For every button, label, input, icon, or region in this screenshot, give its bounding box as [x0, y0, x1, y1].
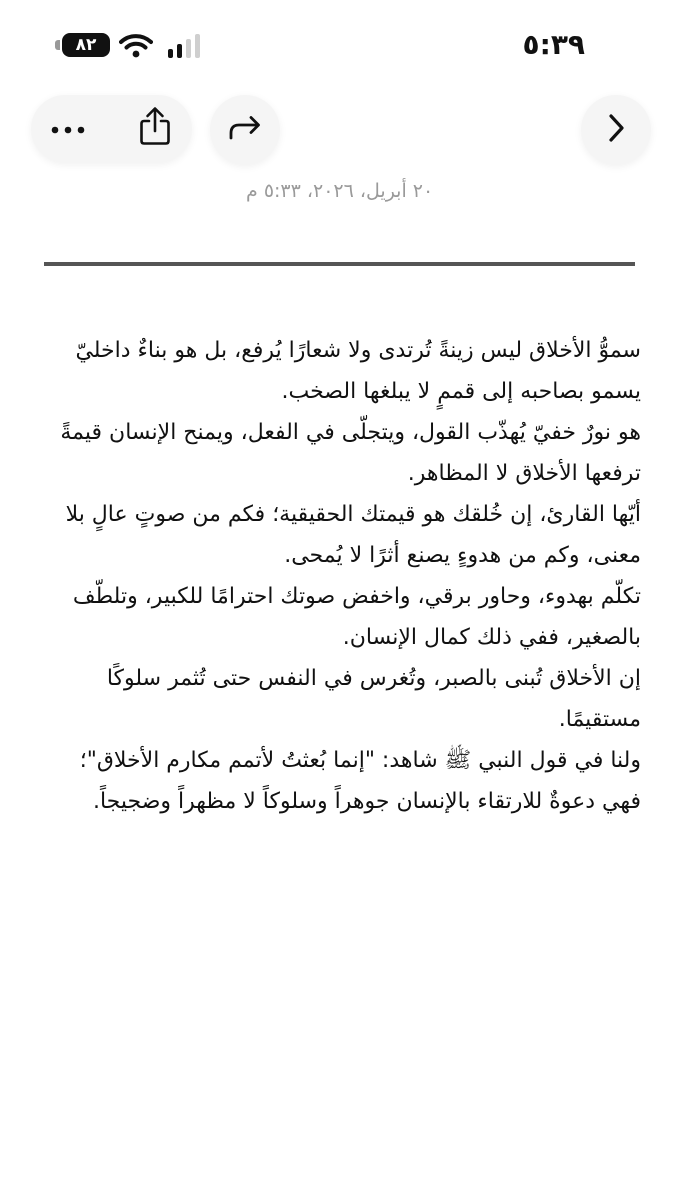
- cellular-signal-icon: [168, 34, 200, 58]
- note-paragraph: هو نورٌ خفيّ يُهذّب القول، ويتجلّى في الفعل، ويمنح الإنسان قيمةً ترفعها الأخلاق لا المظاهر.: [60, 420, 641, 486]
- status-time: ٥:٣٩: [522, 28, 585, 61]
- share-button[interactable]: [134, 106, 176, 150]
- note-paragraph: سموُّ الأخلاق ليس زينةً تُرتدى ولا شعارًا يُرفع، بل هو بناءٌ داخليّ يسمو بصاحبه إلى قممٍ لا يبلغها الصخب.: [75, 338, 641, 404]
- note-date: ٢٠ أبريل، ٢٠٢٦، ٥:٣٣ م: [246, 180, 434, 202]
- battery-icon: [62, 33, 110, 57]
- divider: [44, 262, 635, 266]
- chevron-right-icon: [606, 113, 626, 147]
- next-button[interactable]: [581, 95, 651, 165]
- status-bar: [0, 0, 683, 84]
- forward-arrow-icon: [227, 114, 263, 146]
- note-paragraph: إن الأخلاق تُبنى بالصبر، وتُغرس في النفس حتى تُثمر سلوكًا مستقيمًا.: [106, 666, 641, 732]
- share-icon: [138, 106, 172, 150]
- wifi-icon: [119, 33, 153, 63]
- note-body[interactable]: [40, 330, 641, 822]
- battery-level: ٨٢: [75, 35, 97, 55]
- ellipsis-icon: [51, 119, 85, 138]
- forward-button[interactable]: [210, 95, 280, 165]
- note-paragraph: تكلّم بهدوء، وحاور برقي، واخفض صوتك احترامًا للكبير، وتلطّف بالصغير، ففي ذلك كمال الإنسان.: [72, 584, 641, 650]
- more-options-button[interactable]: [48, 108, 88, 148]
- battery-tip: [55, 40, 60, 50]
- note-paragraph: أيّها القارئ، إن خُلقك هو قيمتك الحقيقية؛ فكم من صوتٍ عالٍ بلا معنى، وكم من هدوءٍ يصنع أثرًا لا يُمحى.: [65, 502, 641, 568]
- note-paragraph: ولنا في قول النبي ﷺ شاهد: "إنما بُعثتُ لأتمم مكارم الأخلاق"؛ فهي دعوةٌ للارتقاء بالإنسان جوهراً وسلوكاً لا مظهراً وضجيجاً.: [79, 748, 641, 814]
